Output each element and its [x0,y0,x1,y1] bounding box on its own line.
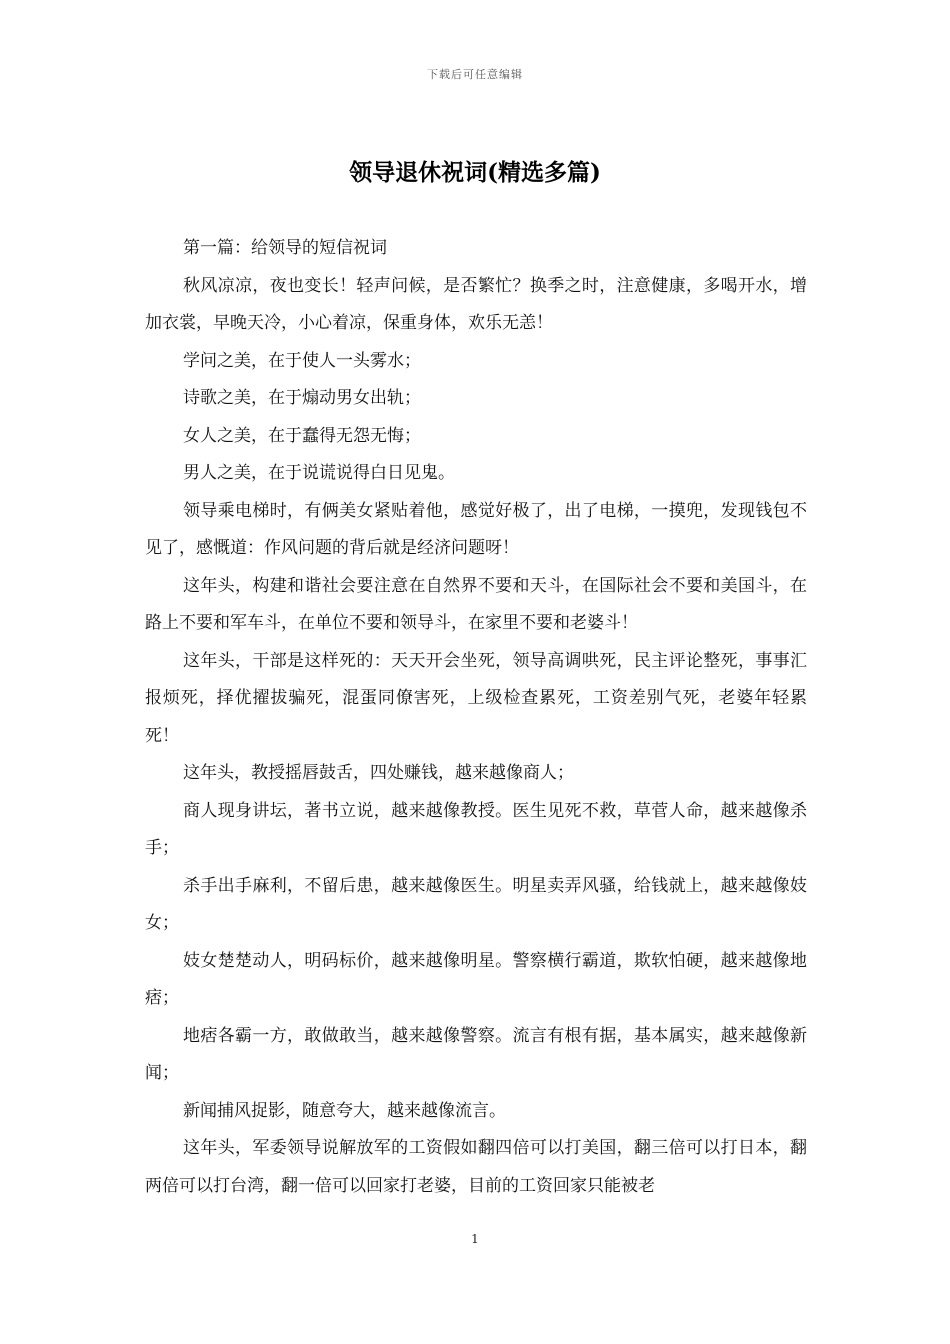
paragraph: 地痞各霸一方，敢做敢当，越来越像警察。流言有根有据，基本属实，越来越像新闻； [145,1025,807,1083]
paragraph: 这年头，构建和谐社会要注意在自然界不要和天斗，在国际社会不要和美国斗，在路上不要和军车斗，在单位不要和领导斗，在家里不要和老婆斗！ [145,575,807,633]
paragraph: 杀手出手麻利，不留后患，越来越像医生。明星卖弄风骚，给钱就上，越来越像妓女； [145,875,807,933]
paragraph: 女人之美，在于蠢得无怨无悔； [183,425,421,446]
paragraph: 妓女楚楚动人，明码标价，越来越像明星。警察横行霸道，欺软怕硬，越来越像地痞； [145,950,807,1008]
paragraph: 领导乘电梯时，有俩美女紧贴着他，感觉好极了，出了电梯，一摸兜，发现钱包不见了，感慨道：作风问题的背后就是经济问题呀！ [145,500,807,558]
paragraph: 商人现身讲坛，著书立说，越来越像教授。医生见死不救，草菅人命，越来越像杀手； [145,800,807,858]
page-header: 下载后可任意编辑 [427,68,523,81]
paragraph: 这年头，军委领导说解放军的工资假如翻四倍可以打美国，翻三倍可以打日本，翻两倍可以打台湾，翻一倍可以回家打老婆，目前的工资回家只能被老 [145,1138,807,1196]
paragraph: 秋风凉凉，夜也变长！轻声问候，是否繁忙？换季之时，注意健康，多喝开水，增加衣裳，早晚天冷，小心着凉，保重身体，欢乐无恙！ [145,275,807,333]
paragraph: 诗歌之美，在于煽动男女出轨； [183,388,421,408]
paragraph: 学问之美，在于使人一头雾水； [183,350,421,371]
paragraph: 这年头，教授摇唇鼓舌，四处赚钱，越来越像商人； [183,763,574,783]
paragraph: 新闻捕风捉影，随意夸大，越来越像流言。 [183,1100,506,1121]
section-heading: 第一篇：给领导的短信祝词 [183,238,387,258]
document-body [145,230,807,1205]
document-title: 领导退休祝词(精选多篇) [349,159,601,186]
paragraph: 男人之美，在于说谎说得白日见鬼。 [183,463,455,483]
page-number: 1 [471,1232,479,1246]
paragraph: 这年头，干部是这样死的：天天开会坐死，领导高调哄死，民主评论整死，事事汇报烦死，择优擢拔骗死，混蛋同僚害死，上级检查累死，工资差别气死，老婆年轻累死！ [145,650,807,746]
